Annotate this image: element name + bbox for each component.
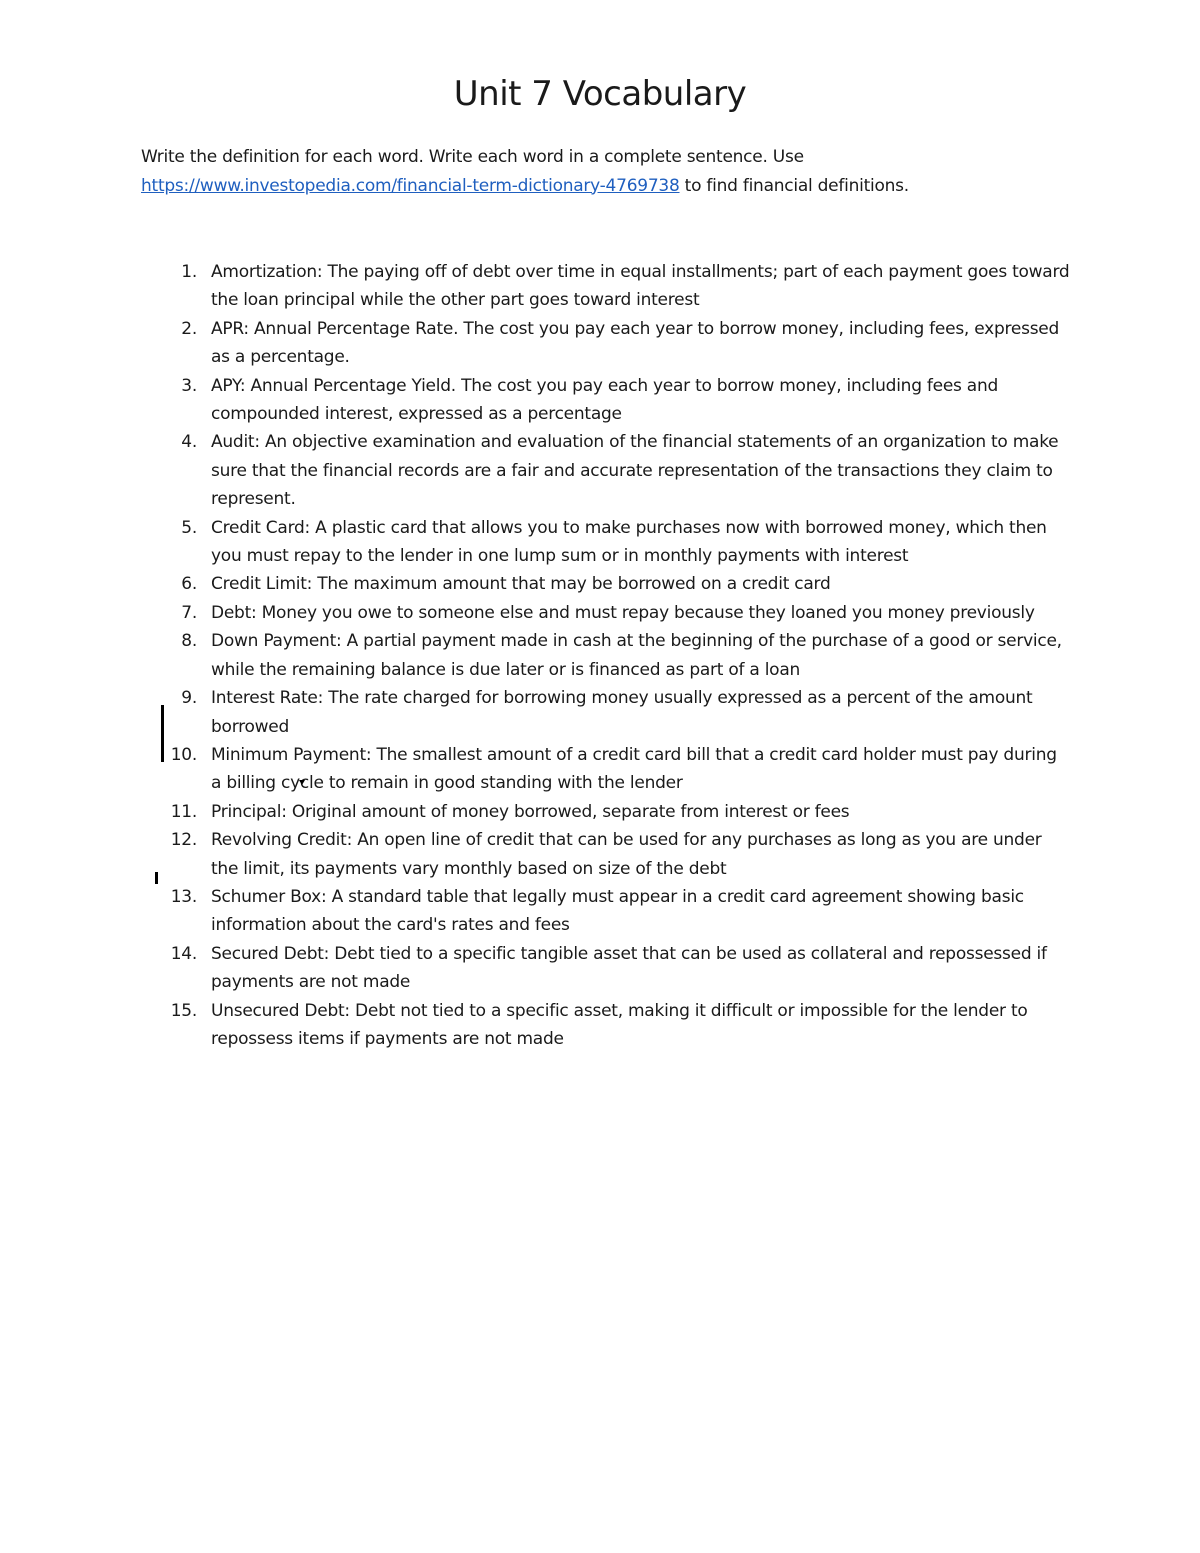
list-item [0, 627, 1071, 684]
instructions-text-end: to find financial definitions. [679, 175, 909, 196]
caret-mark-icon [299, 780, 305, 785]
list-item-text: APR: Annual Percentage Rate. The cost you pay each year to borrow money, including fees, expressed as a percentage. [211, 318, 1060, 368]
list-item-text: Minimum Payment: The smallest amount of a credit card bill that a credit card holder must pay during a billing cycle to remain in good standing with the lender [211, 744, 1057, 794]
instructions-text: Write the definition for each word. Write each word in a complete sentence. Use [141, 147, 804, 167]
list-item-text: Audit: An objective examination and evaluation of the financial statements of an organization to make sure that the financial records are a fair and accurate representation of the transactions they claim to represent. [211, 432, 1059, 510]
list-item-text: Revolving Credit: An open line of credit that can be used for any purchases as long as you are under the limit, its payments vary monthly based on size of the debt [211, 830, 1042, 879]
list-item [0, 514, 1071, 571]
list-item [0, 883, 1071, 940]
text-cursor-small [155, 872, 158, 884]
list-item [0, 428, 1071, 513]
list-item-text: Down Payment: A partial payment made in cash at the beginning of the purchase of a good or service, while the remaining balance is due later or is financed as part of a loan [211, 631, 1062, 680]
list-item-text: Interest Rate: The rate charged for borrowing money usually expressed as a percent of the amount borrowed [211, 688, 1033, 737]
page-title: Unit 7 Vocabulary [453, 74, 747, 114]
list-item-number: 9. [181, 688, 197, 709]
vocabulary-list [0, 258, 1200, 1053]
list-item-number: 15. [170, 1000, 197, 1021]
list-item-number: 8. [181, 631, 197, 652]
list-item [0, 258, 1071, 315]
list-item-text: Schumer Box: A standard table that legally must appear in a credit card agreement showing basic information about the card's rates and fees [211, 886, 1024, 936]
list-item-text: Unsecured Debt: Debt not tied to a specific asset, making it difficult or impossible for the lender to repossess items if payments are not made [211, 1000, 1028, 1049]
list-item-number: 2. [181, 318, 197, 339]
list-item-text: Credit Limit: The maximum amount that may be borrowed on a credit card [211, 574, 831, 595]
list-item [0, 372, 1071, 429]
list-item-number: 6. [181, 574, 197, 595]
list-item-number: 7. [181, 602, 197, 623]
list-item-text: Secured Debt: Debt tied to a specific tangible asset that can be used as collateral and repossessed if payments are not made [211, 943, 1047, 993]
list-item-number: 14. [170, 943, 197, 964]
list-item-number: 4. [181, 432, 197, 453]
list-item [0, 997, 1071, 1054]
list-item-text: Credit Card: A plastic card that allows you to make purchases now with borrowed money, which then you must repay to the lender in one lump sum or in monthly payments with interest [211, 517, 1047, 567]
list-item-number: 1. [181, 262, 197, 282]
list-item-number: 12. [170, 830, 197, 851]
list-item-number: 11. [170, 801, 197, 822]
list-item-number: 3. [181, 375, 197, 396]
list-item-text: APY: Annual Percentage Yield. The cost you pay each year to borrow money, including fees and compounded interest, expressed as a percentage [211, 375, 999, 425]
list-item [0, 315, 1071, 372]
list-item [0, 940, 1071, 997]
list-item-text: Amortization: The paying off of debt over time in equal installments; part of each payment goes toward the loan principal while the other part goes toward interest [211, 262, 1070, 311]
list-item [0, 599, 1071, 627]
list-item-number: 5. [181, 517, 197, 538]
list-item-text: Debt: Money you owe to someone else and must repay because they loaned you money previously [211, 602, 1035, 623]
list-item [0, 826, 1071, 883]
list-item-number: 10. [170, 744, 197, 765]
list-item-text: Principal: Original amount of money borrowed, separate from interest or fees [211, 801, 850, 822]
list-item [0, 798, 1071, 826]
investopedia-link[interactable]: https://www.investopedia.com/financial-term-dictionary-4769738 [141, 175, 680, 196]
list-item-number: 13. [170, 886, 197, 907]
list-item [0, 570, 1071, 598]
text-cursor-bar [161, 705, 164, 762]
instructions-paragraph [141, 143, 1081, 200]
